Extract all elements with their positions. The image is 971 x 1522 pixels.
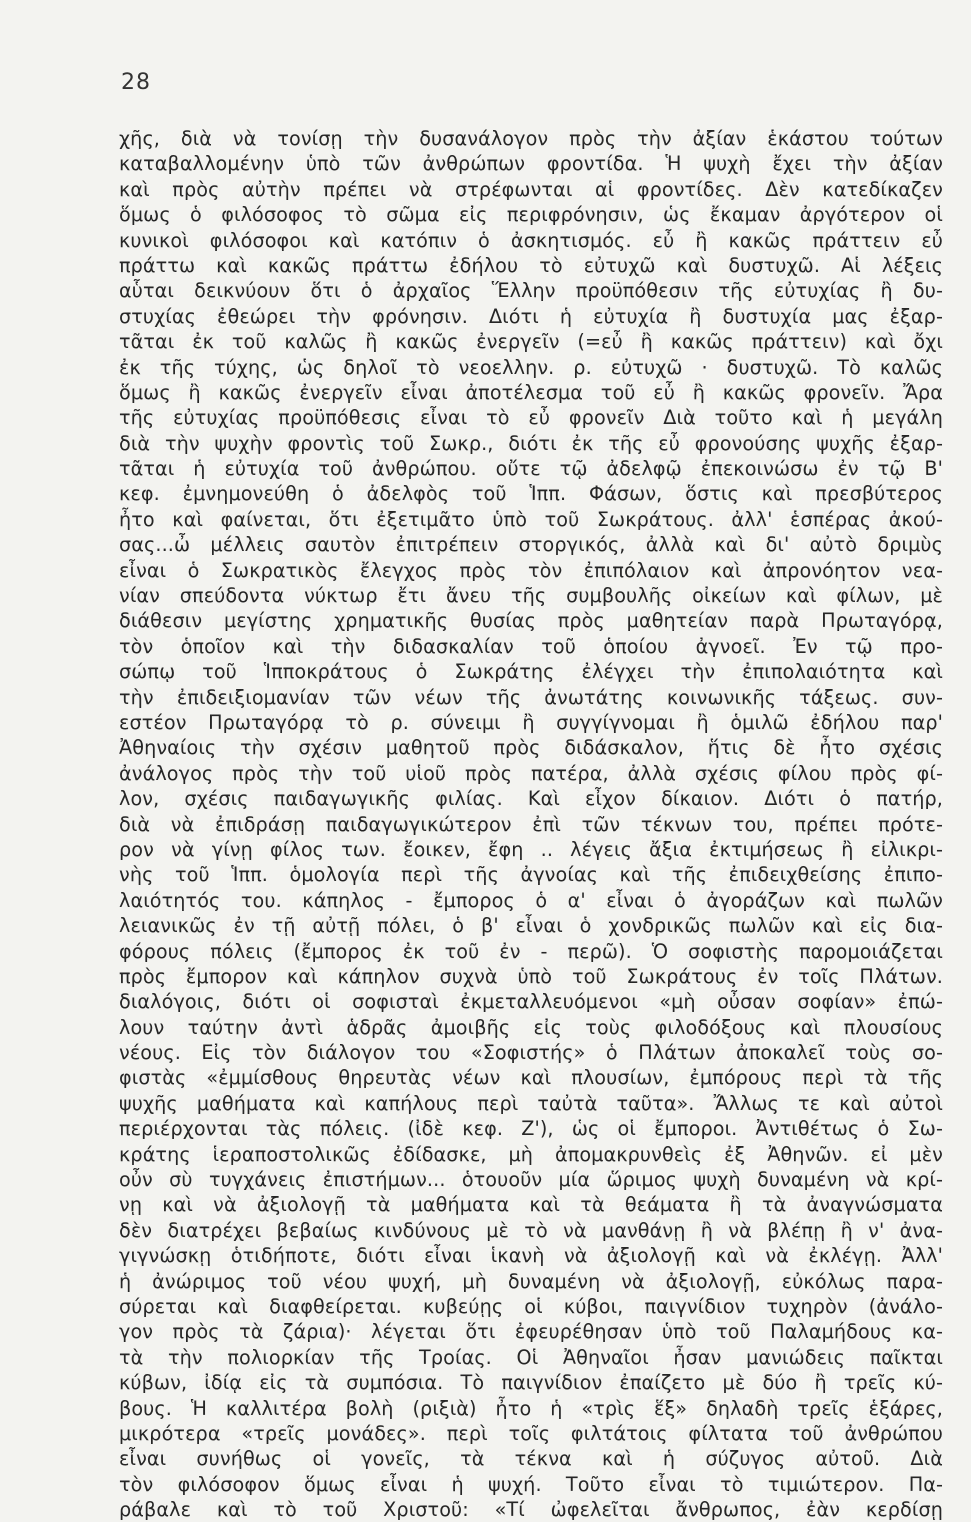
text-line: δὲν διατρέχει βεβαίως κινδύνους μὲ τὸ νὰ μανθάνῃ ἢ νὰ βλέπῃ ἢ ν' ἀνα-	[119, 1218, 943, 1242]
text-line: γον πρὸς τὰ ζάρια)· λέγεται ὅτι ἐφευρέθησαν ὑπὸ τοῦ Παλαμήδους κα-	[119, 1320, 943, 1344]
text-line: τᾶται ἡ εὐτυχία τοῦ ἀνθρώπου. οὔτε τῷ ἀδελφῷ ἐπεκοινώσω ἐν τῷ Β'	[119, 457, 943, 481]
text-line: κύβων, ἰδίᾳ εἰς τὰ συμπόσια. Τὸ παιγνίδιον ἐπαίζετο μὲ δύο ἢ τρεῖς κύ-	[119, 1371, 943, 1395]
page-number: 28	[121, 70, 151, 95]
text-line: κυνικοὶ φιλόσοφοι καὶ κατόπιν ὁ ἀσκητισμός. εὖ ἢ κακῶς πράττειν εὖ	[119, 228, 943, 252]
text-line: ἐκ τῆς τύχης, ὡς δηλοῖ τὸ νεοελλην. ρ. εὐτυχῶ · δυστυχῶ. Τὸ καλῶς	[119, 355, 943, 379]
text-line: χῆς, διὰ νὰ τονίσῃ τὴν δυσανάλογον πρὸς τὴν ἀξίαν ἑκάστου τούτων	[119, 127, 943, 150]
text-line: διὰ νὰ ἐπιδράσῃ παιδαγωγικώτερον ἐπὶ τῶν τέκνων του, πρέπει πρότε-	[119, 812, 943, 836]
text-line: διαλόγοις, διότι οἱ σοφισταὶ ἐκμεταλλευόμενοι «μὴ οὖσαν σοφίαν» ἐπώ-	[119, 990, 943, 1014]
text-line: αὗται δεικνύουν ὅτι ὁ ἀρχαῖος Ἕλλην προϋπόθεσιν τῆς εὐτυχίας ἢ δυ-	[119, 279, 943, 303]
text-line: νὴς τοῦ Ἱππ. ὁμολογία περὶ τῆς ἀγνοίας καὶ τῆς ἐπιδειχθείσης ἐπιπο-	[119, 863, 943, 887]
text-line: ὅμως ἢ κακῶς ἐνεργεῖν εἶναι ἀποτέλεσμα τοῦ εὖ ἢ κακῶς φρονεῖν. Ἄρα	[119, 380, 943, 404]
text-line: πράττω καὶ κακῶς πράττω ἐδήλου τὸ εὐτυχῶ καὶ δυστυχῶ. Αἱ λέξεις	[119, 253, 943, 277]
text-line: σύρεται καὶ διαφθείρεται. κυβεύῃς οἱ κύβοι, παιγνίδιον τυχηρὸν (ἀνάλο-	[119, 1294, 943, 1318]
text-line: τὸν φιλόσοφον ὅμως εἶναι ἡ ψυχή. Τοῦτο εἶναι τὸ τιμιώτερον. Πα-	[119, 1472, 943, 1496]
text-line: λουν ταύτην ἀντὶ ἁδρᾶς ἀμοιβῆς εἰς τοὺς φιλοδόξους καὶ πλουσίους	[119, 1015, 943, 1039]
text-line: διάθεσιν μεγίστης χρηματικῆς θυσίας πρὸς μαθητείαν παρὰ Πρωταγόρᾳ,	[119, 609, 943, 633]
text-line: ψυχῆς μαθήματα καὶ καπήλους περὶ ταὐτὰ ταῦτα». Ἄλλως τε καὶ αὐτοὶ	[119, 1091, 943, 1115]
text-line: τὰ τὴν πολιορκίαν τῆς Τροίας. Οἱ Ἀθηναῖοι ἦσαν μανιώδεις παῖκται	[119, 1345, 943, 1369]
text-line: φιστὰς «ἐμμίσθους θηρευτὰς νέων καὶ πλουσίων, ἐμπόρους περὶ τὰ τῆς	[119, 1066, 943, 1090]
text-line: καὶ πρὸς αὐτὴν πρέπει νὰ στρέφωνται αἱ φροντίδες. Δὲν κατεδίκαζεν	[119, 177, 943, 201]
text-line: καταβαλλομένην ὑπὸ τῶν ἀνθρώπων φροντίδα. Ἡ ψυχὴ ἔχει τὴν ἀξίαν	[119, 152, 943, 176]
text-line: λειανικῶς ἐν τῇ αὐτῇ πόλει, ὁ β' εἶναι ὁ χονδρικῶς πωλῶν καὶ εἰς δια-	[119, 914, 943, 938]
text-line: ἡ ἀνώριμος τοῦ νέου ψυχή, μὴ δυναμένη νὰ ἀξιολογῇ, εὐκόλως παρα-	[119, 1269, 943, 1293]
text-line: ράβαλε καὶ τὸ τοῦ Χριστοῦ: «Τί ὠφελεῖται ἄνθρωπος, ἐὰν κερδίσῃ	[119, 1498, 943, 1522]
text-line: τᾶται ἐκ τοῦ καλῶς ἢ κακῶς ἐνεργεῖν (=εὖ ἢ κακῶς πράττειν) καὶ ὄχι	[119, 330, 943, 354]
text-line: μικρότερα «τρεῖς μονάδες». περὶ τοῖς φιλτάτοις φίλτατα τοῦ ἀνθρώπου	[119, 1421, 943, 1445]
text-line: βους. Ἡ καλλιτέρα βολὴ (ριξιὰ) ἦτο ἡ «τρὶς ἕξ» δηλαδὴ τρεῖς ἑξάρες,	[119, 1396, 943, 1420]
text-line: σας...ὦ μέλλεις σαυτὸν ἐπιτρέπειν στοργικός, ἀλλὰ καὶ δι' αὐτὸ δριμὺς	[119, 533, 943, 557]
text-line: ὅμως ὁ φιλόσοφος τὸ σῶμα εἰς περιφρόνησιν, ὡς ἔκαμαν ἀργότερον οἱ	[119, 203, 943, 227]
text-line: τὸν ὁποῖον καὶ τὴν διδασκαλίαν τοῦ ὁποίου ἀγνοεῖ. Ἐν τῷ προ-	[119, 634, 943, 658]
text-line: λαιότητός του. κάπηλος - ἔμπορος ὁ α' εἶναι ὁ ἀγοράζων καὶ πωλῶν	[119, 888, 943, 912]
text-line: εἶναι ὁ Σωκρατικὸς ἔλεγχος πρὸς τὸν ἐπιπόλαιον καὶ ἀπρονόητον νεα-	[119, 558, 943, 582]
text-line: κεφ. ἐμνημονεύθη ὁ ἀδελφὸς τοῦ Ἱππ. Φάσων, ὅστις καὶ πρεσβύτερος	[119, 482, 943, 506]
text-line: Ἀθηναίοις τὴν σχέσιν μαθητοῦ πρὸς διδάσκαλον, ἥτις δὲ ἦτο σχέσις	[119, 736, 943, 760]
text-line: πρὸς ἔμπορον καὶ κάπηλον συχνὰ ὑπὸ τοῦ Σωκράτους ἐν τοῖς Πλάτων.	[119, 964, 943, 988]
text-line: κράτης ἱεραποστολικῶς ἐδίδασκε, μὴ ἀπομακρυνθεὶς ἐξ Ἀθηνῶν. εἰ μὲν	[119, 1142, 943, 1166]
text-line: λον, σχέσις παιδαγωγικῆς φιλίας. Καὶ εἶχον δίκαιον. Διότι ὁ πατήρ,	[119, 787, 943, 811]
text-line: νῃ καὶ νὰ ἀξιολογῇ τὰ μαθήματα καὶ τὰ θεάματα ἢ τὰ ἀναγνώσματα	[119, 1193, 943, 1217]
text-line: ἦτο καὶ φαίνεται, ὅτι ἐξετιμᾶτο ὑπὸ τοῦ Σωκράτους. ἀλλ' ἑσπέρας ἀκού-	[119, 507, 943, 531]
text-line: τὴν ἐπιδειξιομανίαν τῶν νέων τῆς ἀνωτάτης κοινωνικῆς τάξεως. συν-	[119, 685, 943, 709]
text-line: διὰ τὴν ψυχὴν φροντὶς τοῦ Σωκρ., διότι ἐκ τῆς εὖ φρονούσης ψυχῆς ἐξαρ-	[119, 431, 943, 455]
text-line: εἶναι συνήθως οἱ γονεῖς, τὰ τέκνα καὶ ἡ σύζυγος αὐτοῦ. Διὰ	[119, 1447, 943, 1471]
text-line: τῆς εὐτυχίας προϋπόθεσις εἶναι τὸ εὖ φρονεῖν Διὰ τοῦτο καὶ ἡ μεγάλη	[119, 406, 943, 430]
text-line: γιγνώσκῃ ὁτιδήποτε, διότι εἶναι ἱκανὴ νὰ ἀξιολογῇ καὶ νὰ ἐκλέγῃ. Ἀλλ'	[119, 1244, 943, 1268]
text-line: σώπῳ τοῦ Ἱπποκράτους ὁ Σωκράτης ἐλέγχει τὴν ἐπιπολαιότητα καὶ	[119, 660, 943, 684]
text-line: ἀνάλογος πρὸς τὴν τοῦ υἱοῦ πρὸς πατέρα, ἀλλὰ σχέσις φίλου πρὸς φί-	[119, 761, 943, 785]
text-line: στυχίας ἐθεώρει τὴν φρόνησιν. Διότι ἡ εὐτυχία ἢ δυστυχία μας ἐξαρ-	[119, 304, 943, 328]
text-line: φόρους πόλεις (ἔμπορος ἐκ τοῦ ἐν - περῶ). Ὁ σοφιστὴς παρομοιάζεται	[119, 939, 943, 963]
text-line: οὖν σὺ τυγχάνεις ἐπιστήμων... ὁτουοῦν μία ὥριμος ψυχὴ δυναμένη νὰ κρί-	[119, 1168, 943, 1192]
text-line: εστέον Πρωταγόρᾳ τὸ ρ. σύνειμι ἢ συγγίγνομαι ἢ ὁμιλῶ ἐδήλου παρ'	[119, 710, 943, 734]
body-text	[119, 126, 943, 1522]
text-line: περιέρχονται τὰς πόλεις. (ἰδὲ κεφ. Ζ'), ὡς οἱ ἔμποροι. Ἀντιθέτως ὁ Σω-	[119, 1117, 943, 1141]
text-line: νίαν σπεύδοντα νύκτωρ ἔτι ἄνευ τῆς συμβουλῆς οἰκείων καὶ φίλων, μὲ	[119, 584, 943, 608]
text-line: ρον νὰ γίνῃ φίλος των. ἔοικεν, ἔφη .. λέγεις ἄξια ἐκτιμήσεως ἢ εἰλικρι-	[119, 837, 943, 861]
text-line: νέους. Εἰς τὸν διάλογον του «Σοφιστής» ὁ Πλάτων ἀποκαλεῖ τοὺς σο-	[119, 1041, 943, 1065]
